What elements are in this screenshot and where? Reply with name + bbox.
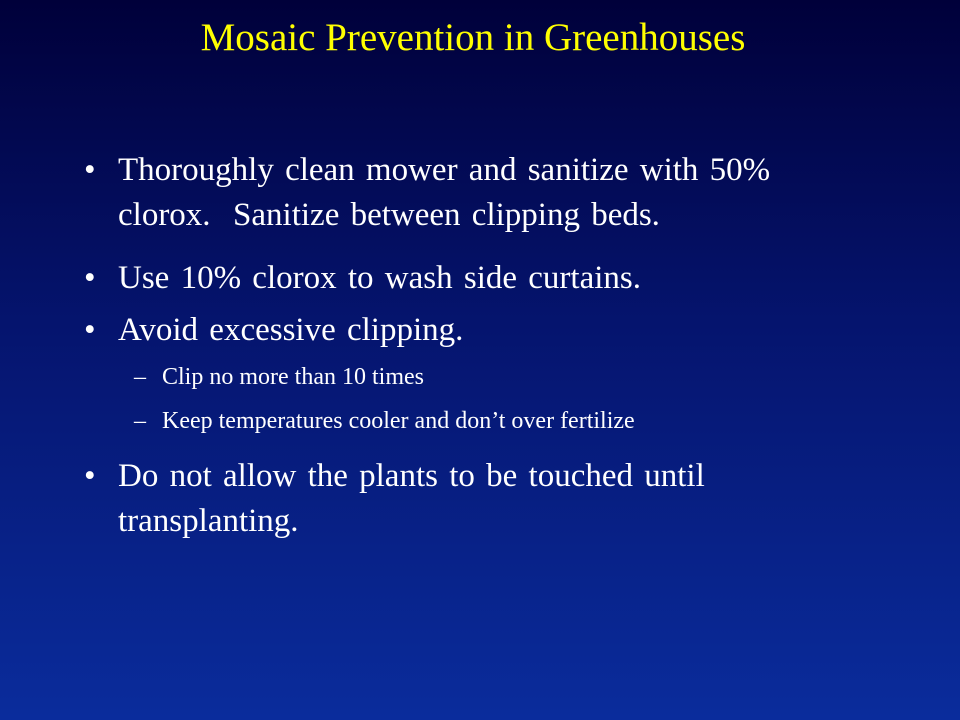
bullet-text xyxy=(118,454,878,544)
bullet-line: Do not allow the plants to be touched until xyxy=(118,458,705,494)
bullet-marker: • xyxy=(84,260,96,296)
bullet-marker: • xyxy=(84,458,96,494)
bullet-line: transplanting. xyxy=(118,503,299,539)
bullet-marker: • xyxy=(84,152,96,188)
slide-title: Mosaic Prevention in Greenhouses xyxy=(200,16,746,59)
bullet-line: clorox. Sanitize between clipping beds. xyxy=(118,197,660,233)
bullet-line: Thoroughly clean mower and sanitize with 50% xyxy=(118,152,771,188)
bullet-text xyxy=(118,308,878,353)
bullet-marker: • xyxy=(84,312,96,348)
bullet-text xyxy=(118,148,878,238)
bullet-line: Use 10% clorox to wash side curtains. xyxy=(118,260,641,296)
dash-marker: – xyxy=(134,408,146,434)
subitem-text: Keep temperatures cooler and don’t over fertilize xyxy=(162,408,635,434)
bullet-line: Avoid excessive clipping. xyxy=(118,312,464,348)
bullet-text xyxy=(118,256,878,301)
subitem-text: Clip no more than 10 times xyxy=(162,364,424,390)
dash-marker: – xyxy=(134,364,146,390)
